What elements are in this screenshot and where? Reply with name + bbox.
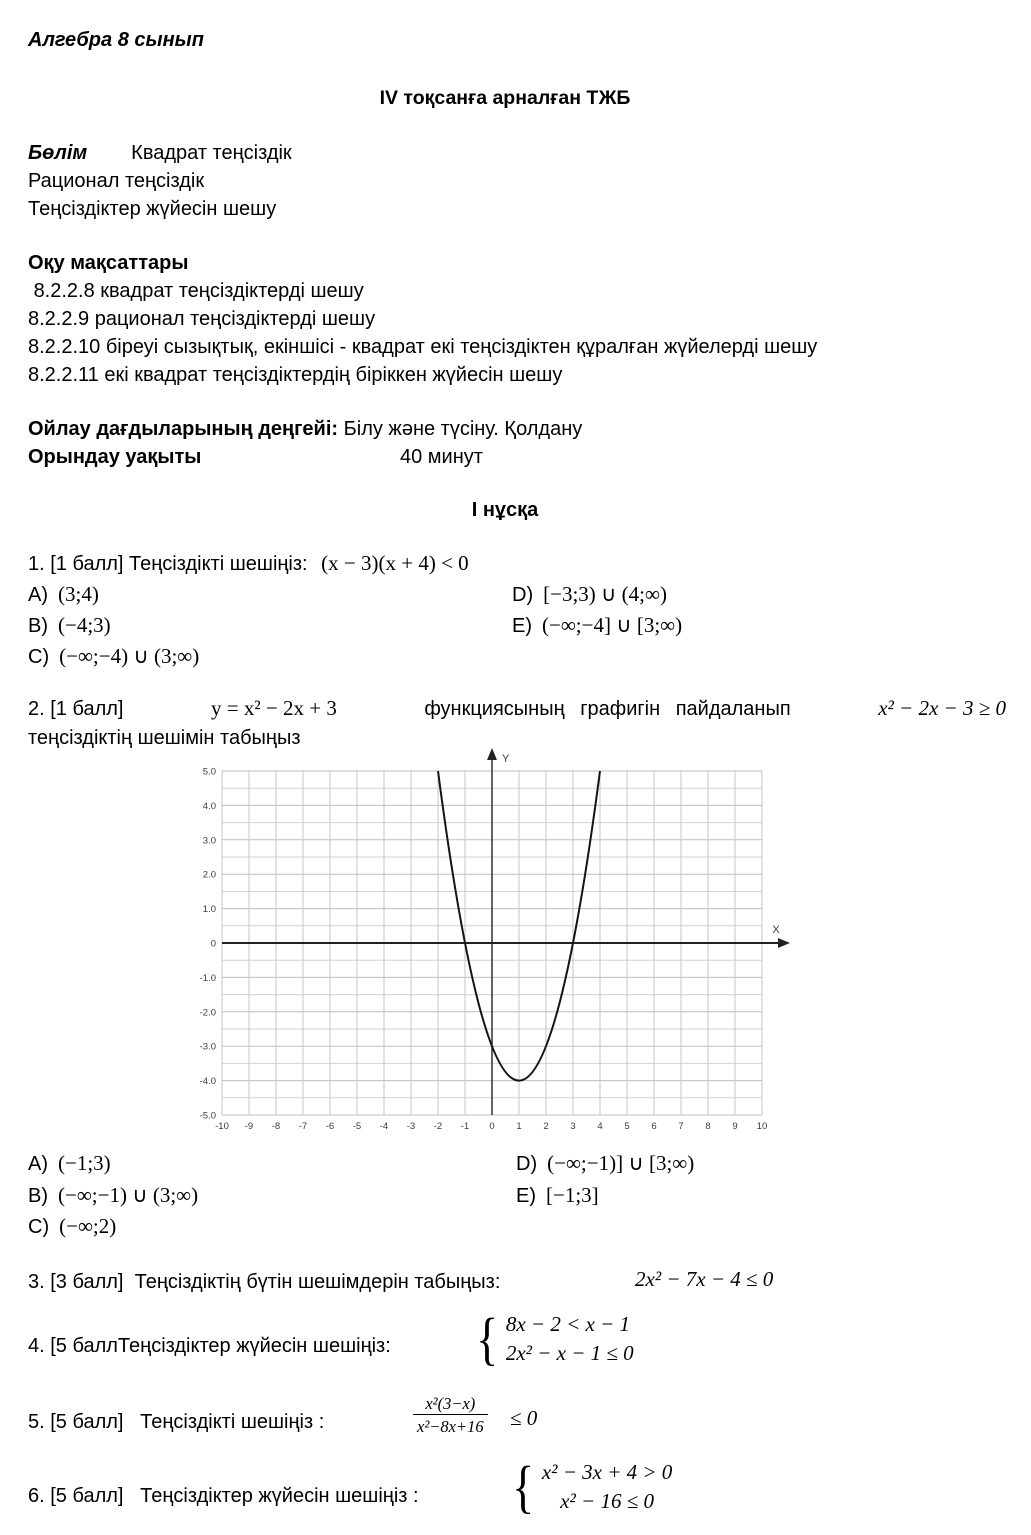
- objective-item-1: 8.2.2.8 квадрат теңсіздіктерді шешу: [28, 280, 364, 302]
- svg-text:4: 4: [597, 1121, 603, 1132]
- duration-value: 40 минут: [400, 446, 483, 468]
- svg-text:-3: -3: [406, 1121, 416, 1132]
- duration-label: Орындау уақыты: [28, 446, 202, 468]
- svg-text:2.0: 2.0: [202, 869, 216, 881]
- q5-prompt: 5. [5 балл] Теңсіздікті шешіңіз :: [28, 1411, 325, 1433]
- svg-text:6: 6: [651, 1121, 657, 1132]
- q1-option-b-value: (−4;3): [58, 613, 111, 637]
- objective-item-3: 8.2.2.10 біреуі сызықтық, екіншісі - квадрат екі теңсіздіктен құралған жүйелерді шешу: [28, 336, 818, 358]
- svg-text:-4: -4: [379, 1121, 389, 1132]
- q1-option-c-value: (−∞;−4) ∪ (3;∞): [59, 644, 200, 668]
- section-line: [28, 139, 292, 167]
- q4-prompt: 4. [5 баллТеңсіздіктер жүйесін шешіңіз:: [28, 1335, 391, 1357]
- q1-prompt: 1. [1 балл] Теңсіздікті шешіңіз:: [28, 553, 308, 575]
- q1-option-a: [28, 581, 99, 608]
- q2-option-b-value: (−∞;−1) ∪ (3;∞): [58, 1183, 199, 1207]
- objective-item-4: 8.2.2.11 екі квадрат теңсіздіктердің біріккен жүйесін шешу: [28, 364, 563, 386]
- section-item-2: Рационал теңсіздік: [28, 170, 205, 192]
- q6-system-row-2: x² − 16 ≤ 0: [560, 1489, 654, 1513]
- q2-option-d: [516, 1150, 694, 1177]
- section-label: Бөлім: [28, 142, 88, 164]
- q2-formula-2: x² − 2x − 3 ≥ 0: [878, 696, 1006, 720]
- q2-prompt-line1: [28, 694, 1006, 723]
- svg-text:7: 7: [678, 1121, 684, 1132]
- svg-text:Y: Y: [502, 753, 510, 765]
- svg-text:-4.0: -4.0: [199, 1076, 216, 1088]
- svg-text:3.0: 3.0: [202, 835, 216, 847]
- q2-option-b-label: B): [28, 1185, 48, 1207]
- skills-value: Білу және түсіну. Қолдану: [343, 418, 583, 440]
- q2-prompt-start: 2. [1 балл]: [28, 698, 124, 720]
- q2-option-a-label: A): [28, 1153, 48, 1175]
- svg-text:-6: -6: [325, 1121, 335, 1132]
- svg-text:5: 5: [624, 1121, 630, 1132]
- svg-text:2: 2: [543, 1121, 549, 1132]
- section-item-1: Квадрат теңсіздік: [131, 142, 292, 164]
- q4-brace: {: [476, 1306, 499, 1371]
- doc-title: IV тоқсанға арналған ТЖБ: [379, 87, 631, 109]
- parabola-chart: [190, 746, 802, 1142]
- q1-option-c: [28, 643, 199, 670]
- course-title: Алгебра 8 сынып: [28, 29, 204, 51]
- svg-text:-7: -7: [298, 1121, 308, 1132]
- q3-formula: 2x² − 7x − 4 ≤ 0: [635, 1267, 774, 1291]
- q2-option-c-label: C): [28, 1216, 50, 1238]
- q2-option-a-value: (−1;3): [58, 1151, 111, 1175]
- section-item-3: Теңсіздіктер жүйесін шешу: [28, 198, 277, 220]
- q5-fraction-numerator: x²(3−x): [425, 1394, 476, 1413]
- q6-prompt: 6. [5 балл] Теңсіздіктер жүйесін шешіңіз :: [28, 1485, 419, 1507]
- q5-tail: ≤ 0: [510, 1406, 538, 1430]
- q2-option-c: [28, 1213, 116, 1240]
- svg-text:4.0: 4.0: [202, 800, 216, 812]
- q2-option-c-value: (−∞;2): [59, 1214, 117, 1238]
- q2-formula-1: y = x² − 2x + 3: [211, 696, 337, 720]
- q2-prompt-mid: функциясының графигін пайдаланып: [424, 698, 791, 720]
- q1-option-e-value: (−∞;−4] ∪ [3;∞): [542, 613, 683, 637]
- q1-option-e: [512, 612, 682, 639]
- q2-option-e-value: [−1;3]: [546, 1183, 599, 1207]
- objective-item-2: 8.2.2.9 рационал теңсіздіктерді шешу: [28, 308, 376, 330]
- q1-option-b-label: B): [28, 615, 48, 637]
- skills-line: [28, 415, 582, 443]
- svg-text:10: 10: [756, 1121, 768, 1132]
- q1-option-b: [28, 612, 111, 639]
- svg-text:1: 1: [516, 1121, 522, 1132]
- svg-text:-2.0: -2.0: [199, 1007, 216, 1019]
- svg-text:-1: -1: [460, 1121, 470, 1132]
- q1-option-d-value: [−3;3) ∪ (4;∞): [543, 582, 667, 606]
- svg-text:0: 0: [489, 1121, 495, 1132]
- q1-formula: (x − 3)(x + 4) < 0: [321, 551, 469, 575]
- q1-option-e-label: E): [512, 615, 532, 637]
- q4-system: [476, 1306, 634, 1371]
- q3-prompt: 3. [3 балл] Теңсіздіктің бүтін шешімдерін табыңыз:: [28, 1271, 501, 1293]
- svg-text:-3.0: -3.0: [199, 1041, 216, 1053]
- svg-text:8: 8: [705, 1121, 711, 1132]
- svg-text:-9: -9: [244, 1121, 254, 1132]
- q2-option-e-label: E): [516, 1185, 536, 1207]
- q2-prompt-line2: теңсіздіктің шешімін табыңыз: [28, 727, 301, 749]
- q4-system-row-2: 2x² − x − 1 ≤ 0: [505, 1341, 634, 1365]
- skills-label: Ойлау дағдыларының деңгейі:: [28, 418, 339, 440]
- q1-option-a-value: (3;4): [58, 582, 99, 606]
- q2-option-d-label: D): [516, 1153, 538, 1175]
- q1-option-c-label: C): [28, 646, 50, 668]
- svg-text:-5.0: -5.0: [199, 1110, 216, 1122]
- svg-text:X: X: [772, 924, 780, 936]
- svg-text:-8: -8: [271, 1121, 281, 1132]
- svg-text:9: 9: [732, 1121, 738, 1132]
- objectives-heading: Оқу мақсаттары: [28, 252, 189, 274]
- q6-system-row-1: x² − 3x + 4 > 0: [541, 1460, 673, 1484]
- svg-text:0: 0: [210, 938, 216, 950]
- q6-system: [512, 1454, 673, 1519]
- q2-option-e: [516, 1182, 599, 1209]
- q1-option-d: [512, 581, 667, 608]
- q2-option-b: [28, 1182, 198, 1209]
- parabola-chart-svg: [190, 746, 802, 1142]
- variant-title: І нұсқа: [471, 499, 539, 521]
- q5-fraction: [413, 1394, 488, 1436]
- svg-text:3: 3: [570, 1121, 576, 1132]
- svg-text:5.0: 5.0: [202, 766, 216, 778]
- svg-text:1.0: 1.0: [202, 904, 216, 916]
- q1-option-d-label: D): [512, 584, 534, 606]
- svg-text:-5: -5: [352, 1121, 362, 1132]
- svg-text:-1.0: -1.0: [199, 972, 216, 984]
- svg-text:-2: -2: [433, 1121, 443, 1132]
- q6-brace: {: [512, 1454, 535, 1519]
- q2-option-d-value: (−∞;−1)] ∪ [3;∞): [547, 1151, 695, 1175]
- svg-text:-10: -10: [215, 1121, 229, 1132]
- q1-prompt-line: [28, 549, 469, 578]
- q5-fraction-denominator: x²−8x+16: [413, 1414, 488, 1436]
- q2-option-a: [28, 1150, 111, 1177]
- q4-system-row-1: 8x − 2 < x − 1: [505, 1312, 630, 1336]
- q1-option-a-label: A): [28, 584, 48, 606]
